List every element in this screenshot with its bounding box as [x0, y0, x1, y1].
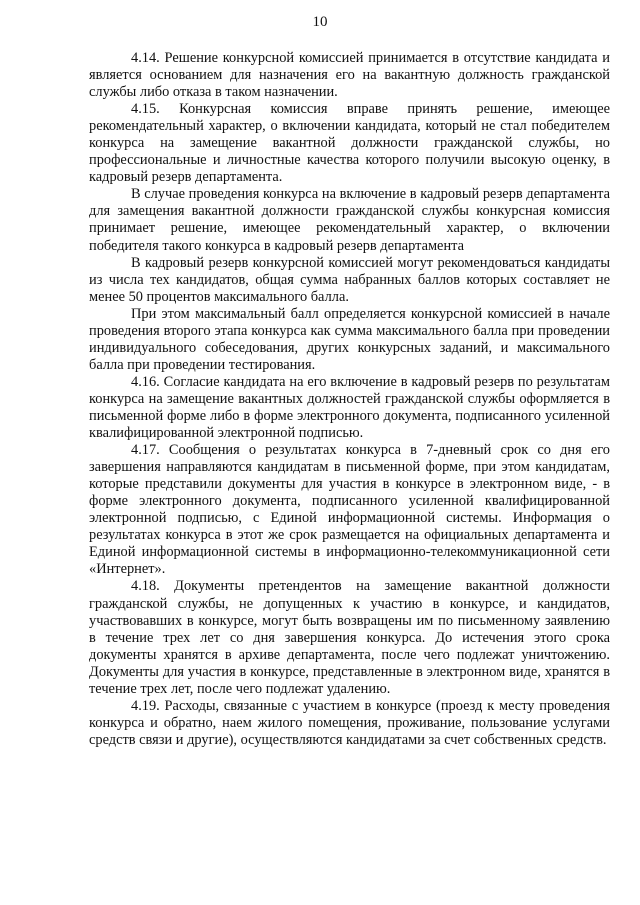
paragraph-4-14: 4.14. Решение конкурсной комиссией принимается в отсутствие кандидата и является основанием для назначения его на вакантную должность гражданской службы либо отказа в таком назначении. [89, 50, 610, 101]
paragraph-reserve-recommendation: В кадровый резерв конкурсной комиссией могут рекомендоваться кандидаты из числа тех кандидатов, общая сумма набранных баллов которых составляет не менее 50 процентов максимального балла. [89, 254, 610, 305]
document-body [89, 50, 610, 749]
paragraph-4-17: 4.17. Сообщения о результатах конкурса в 7-дневный срок со дня его завершения направляются кандидатам в письменной форме, при этом кандидатам, которые представили документы для участия в конкурсе в электронном виде, - в форме электронного документа, подписанного усиленной квалифицированной электронной подписью, с Единой информационной системы. Информация о результатах конкурса в этот же срок размещается на официальных департамента и Единой информационной системы в информационно-телекоммуникационной сети «Интернет». [89, 442, 610, 578]
page-number: 10 [312, 14, 328, 30]
paragraph-4-19: 4.19. Расходы, связанные с участием в конкурсе (проезд к месту проведения конкурса и обратно, наем жилого помещения, проживание, пользование услугами средств связи и другие), осуществляются кандидатами за счет собственных средств. [89, 697, 610, 748]
paragraph-4-15: 4.15. Конкурсная комиссия вправе принять решение, имеющее рекомендательный характер, о включении кандидата, который не стал победителем конкурса на замещение вакантной должности гражданской службы, но профессиональные и личностные качества которого получили высокую оценку, в кадровый резерв департамента. [89, 101, 610, 186]
paragraph-4-16: 4.16. Согласие кандидата на его включение в кадровый резерв по результатам конкурса на замещение вакантных должностей гражданской службы оформляется в письменной форме либо в форме электронного документа, подписанного усиленной квалифицированной электронной подписью. [89, 373, 610, 442]
paragraph-reserve-competition: В случае проведения конкурса на включение в кадровый резерв департамента для замещения вакантной должности гражданской службы конкурсная комиссия принимает решение, имеющее рекомендательный характер, о включении победителя такого конкурса в кадровый резерв департамента [89, 186, 610, 254]
paragraph-4-18: 4.18. Документы претендентов на замещение вакантной должности гражданской службы, не допущенных к участию в конкурсе, и кандидатов, участвовавших в конкурсе, могут быть возвращены им по письменному заявлению в течение трех лет со дня завершения конкурса. До истечения этого срока документы хранятся в архиве департамента, после чего подлежат уничтожению. Документы для участия в конкурсе, представленные в электронном виде, хранятся в течение трех лет, после чего подлежат удалению. [89, 578, 610, 697]
paragraph-max-score: При этом максимальный балл определяется конкурсной комиссией в начале проведения второго этапа конкурса как сумма максимального балла при проведении индивидуального собеседования, других конкурсных заданий, и максимального балла при проведении тестирования. [89, 305, 610, 373]
